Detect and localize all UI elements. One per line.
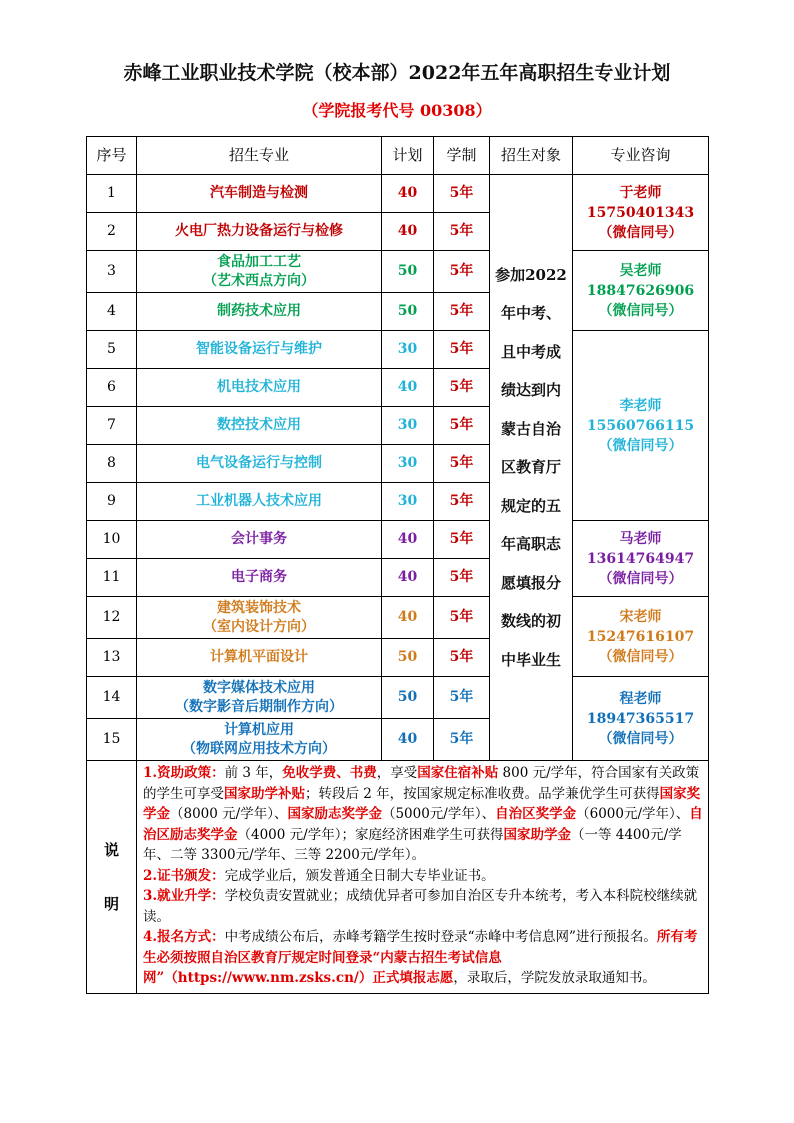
- row-major-line: 建筑装饰技术: [217, 599, 301, 616]
- row-major-line: 数字媒体技术应用: [203, 679, 315, 696]
- row-no: 10: [87, 521, 137, 559]
- row-years: 5年: [434, 483, 490, 521]
- target-line: 且中考成: [500, 342, 561, 361]
- row-plan: 50: [382, 293, 434, 331]
- row-major: 智能设备运行与维护: [137, 331, 382, 369]
- header-contact: 专业咨询: [573, 137, 709, 175]
- policy-funding: 1.资助政策：前 3 年，免收学费、书费，享受国家住宿补贴 800 元/学年，符合国家有关政策的学生可享受国家助学补贴；转段后 2 年，按国家规定标准收费。品学兼优学生可获得国家奖学金（8000 元/学年）、国家励志奖学金（5000元/学年）、自治区奖学金（6000元/学年）、自治区励志奖学金（4000 元/学年）；家庭经济困难学生可获得国家助学金（一等 4400元/学年、二等 3300元/学年、三等 2200元/学年）。: [143, 765, 703, 863]
- row-no: 8: [87, 445, 137, 483]
- header-major: 招生专业: [137, 137, 382, 175]
- contact-note: （微信同号）: [598, 302, 683, 319]
- description-row: [87, 761, 709, 994]
- row-major-line: 计算机应用: [224, 721, 294, 738]
- table-row: [87, 251, 709, 293]
- row-years: 5年: [434, 559, 490, 597]
- contact-name: 马老师: [619, 530, 662, 547]
- row-plan: 30: [382, 483, 434, 521]
- row-major-sub: （室内设计方向）: [203, 618, 315, 635]
- contact-name: 于老师: [619, 184, 662, 201]
- contact-cell: [573, 677, 709, 761]
- table-row: [87, 677, 709, 719]
- table-row: [87, 597, 709, 639]
- contact-name: 程老师: [619, 690, 662, 707]
- contact-name: 宋老师: [619, 608, 662, 625]
- row-major: [137, 597, 382, 639]
- row-years: 5年: [434, 407, 490, 445]
- page-title: 赤峰工业职业技术学院（校本部）2022年五年高职招生专业计划: [123, 62, 671, 84]
- row-plan: 30: [382, 407, 434, 445]
- row-plan: 40: [382, 521, 434, 559]
- contact-cell: [573, 521, 709, 597]
- table-row: [87, 521, 709, 559]
- target-line: 蒙古自治: [500, 419, 561, 438]
- table-row: [87, 175, 709, 213]
- header-years: 学制: [434, 137, 490, 175]
- row-years: 5年: [434, 175, 490, 213]
- target-line: 参加2022: [495, 265, 567, 284]
- contact-phone: 15560766115: [586, 417, 695, 434]
- row-plan: 40: [382, 597, 434, 639]
- page-subtitle: （学院报考代号 00308）: [302, 101, 492, 120]
- contact-phone: 18947365517: [586, 710, 695, 727]
- row-plan: 40: [382, 369, 434, 407]
- header-no: 序号: [87, 137, 137, 175]
- row-years: 5年: [434, 369, 490, 407]
- row-no: 9: [87, 483, 137, 521]
- row-no: 12: [87, 597, 137, 639]
- target-line: 年中考、: [500, 304, 561, 323]
- row-no: 13: [87, 639, 137, 677]
- contact-cell: [573, 175, 709, 251]
- target-cell: [490, 175, 573, 761]
- contact-phone: 15750401343: [586, 204, 695, 221]
- row-major-sub: （数字影音后期制作方向）: [175, 698, 343, 715]
- target-line: 年高职志: [500, 535, 561, 554]
- contact-phone: 13614764947: [586, 550, 695, 567]
- row-plan: 40: [382, 175, 434, 213]
- contact-phone: 18847626906: [586, 282, 695, 299]
- row-plan: 40: [382, 559, 434, 597]
- contact-phone: 15247616107: [586, 628, 695, 645]
- row-plan: 50: [382, 639, 434, 677]
- contact-note: （微信同号）: [598, 437, 683, 454]
- row-major: 电气设备运行与控制: [137, 445, 382, 483]
- header-plan: 计划: [382, 137, 434, 175]
- row-no: 1: [87, 175, 137, 213]
- target-line: 中毕业生: [500, 650, 561, 669]
- row-plan: 40: [382, 213, 434, 251]
- table-row: [87, 331, 709, 369]
- row-years: 5年: [434, 445, 490, 483]
- contact-note: （微信同号）: [598, 730, 683, 747]
- row-plan: 30: [382, 331, 434, 369]
- row-plan: 30: [382, 445, 434, 483]
- contact-note: （微信同号）: [598, 648, 683, 665]
- row-years: 5年: [434, 213, 490, 251]
- row-no: 7: [87, 407, 137, 445]
- row-years: 5年: [434, 719, 490, 761]
- row-years: 5年: [434, 251, 490, 293]
- policy-employment: 3.就业升学：学校负责安置就业；成绩优异者可参加自治区专升本统考，考入本科院校继续就读。: [143, 888, 698, 925]
- row-major: 计算机平面设计: [137, 639, 382, 677]
- row-no: 4: [87, 293, 137, 331]
- row-no: 15: [87, 719, 137, 761]
- row-major: [137, 677, 382, 719]
- target-line: 区教育厅: [500, 458, 561, 477]
- contact-cell: [573, 251, 709, 331]
- row-years: 5年: [434, 521, 490, 559]
- row-no: 3: [87, 251, 137, 293]
- row-no: 14: [87, 677, 137, 719]
- table-header-row: [87, 137, 709, 175]
- contact-cell: [573, 331, 709, 521]
- row-major-line: 食品加工工艺: [217, 253, 301, 270]
- row-major: 机电技术应用: [137, 369, 382, 407]
- row-no: 5: [87, 331, 137, 369]
- row-years: 5年: [434, 677, 490, 719]
- enrollment-table: [86, 136, 709, 994]
- target-line: 规定的五: [500, 496, 561, 515]
- row-major: 电子商务: [137, 559, 382, 597]
- contact-name: 李老师: [619, 397, 662, 414]
- policy-certificate: 2.证书颁发：完成学业后，颁发普通全日制大专毕业证书。: [143, 867, 495, 884]
- row-major: 汽车制造与检测: [137, 175, 382, 213]
- row-years: 5年: [434, 597, 490, 639]
- target-line: 绩达到内: [500, 381, 561, 400]
- row-major: [137, 251, 382, 293]
- row-plan: 40: [382, 719, 434, 761]
- header-target: 招生对象: [490, 137, 573, 175]
- contact-note: （微信同号）: [598, 224, 683, 241]
- row-major-sub: （物联网应用技术方向）: [182, 740, 336, 757]
- row-major: 数控技术应用: [137, 407, 382, 445]
- contact-note: （微信同号）: [598, 570, 683, 587]
- description-label-char: 说: [103, 840, 119, 859]
- description-label: [87, 761, 137, 994]
- target-line: 愿填报分: [500, 573, 561, 592]
- target-line: 数线的初: [500, 612, 561, 631]
- row-major: 会计事务: [137, 521, 382, 559]
- row-major: 工业机器人技术应用: [137, 483, 382, 521]
- row-major: 制药技术应用: [137, 293, 382, 331]
- contact-cell: [573, 597, 709, 677]
- row-major-sub: （艺术西点方向）: [203, 272, 315, 289]
- row-no: 6: [87, 369, 137, 407]
- policy-registration: 4.报名方式：中考成绩公布后，赤峰考籍学生按时登录“赤峰中考信息网”进行预报名。所有考生必须按照自治区教育厅规定时间登录“内蒙古招生考试信息网”（https://www.nm.zsks.cn/）正式填报志愿，录取后，学院发放录取通知书。: [143, 929, 698, 986]
- description-label-char: 明: [103, 894, 119, 913]
- row-years: 5年: [434, 293, 490, 331]
- row-plan: 50: [382, 251, 434, 293]
- row-no: 2: [87, 213, 137, 251]
- row-years: 5年: [434, 639, 490, 677]
- row-plan: 50: [382, 677, 434, 719]
- row-years: 5年: [434, 331, 490, 369]
- row-no: 11: [87, 559, 137, 597]
- description-body: [137, 761, 709, 994]
- contact-name: 吴老师: [619, 262, 662, 279]
- row-major: 火电厂热力设备运行与检修: [137, 213, 382, 251]
- row-major: [137, 719, 382, 761]
